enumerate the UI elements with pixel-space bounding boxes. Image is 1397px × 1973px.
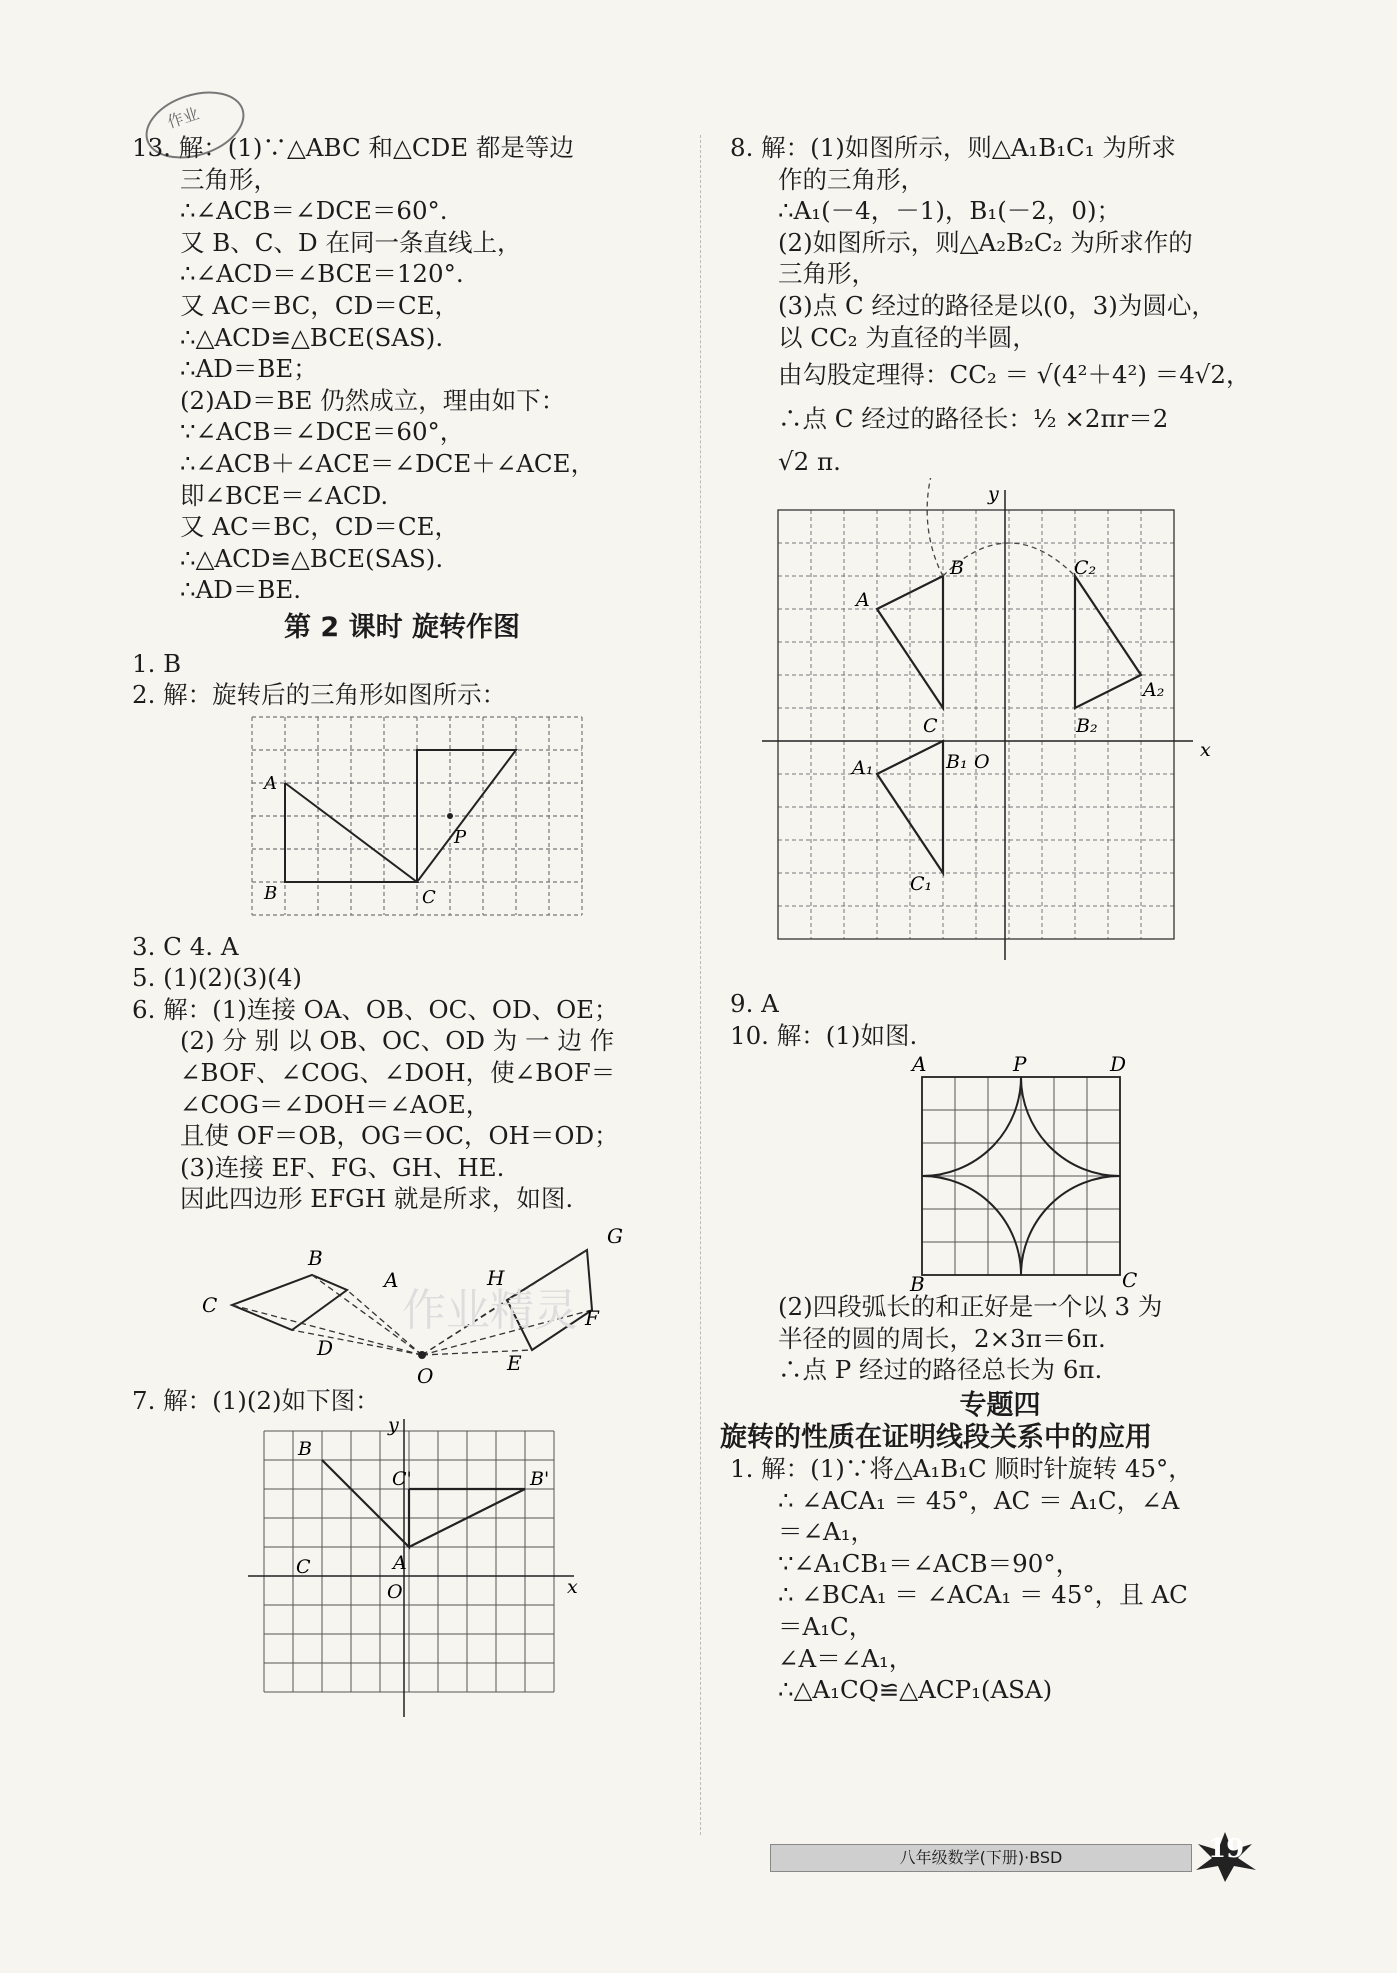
q8-line: 由勾股定理得：CC₂ ＝ √(4²＋4²) ＝4√2， <box>778 360 1251 390</box>
fig6-label-e: E <box>507 1351 522 1376</box>
figure-q2 <box>132 711 672 931</box>
answer-3-4: 3. C 4. A <box>132 931 239 961</box>
s1-line: ∴△A₁CQ≌△ACP₁(ASA) <box>778 1675 1053 1705</box>
q6-line: 6. 解：(1)连接 OA、OB、OC、OD、OE； <box>132 994 619 1024</box>
fig7-label-o: O <box>387 1580 403 1603</box>
figure-q6 <box>132 1215 672 1385</box>
q13-block <box>132 132 672 606</box>
q10b-line: 半径的圆的周长，2×3π＝6π. <box>778 1323 1106 1353</box>
stamp-text: 作业 <box>165 103 202 132</box>
fig8-label-y: y <box>988 482 999 505</box>
special-topic-subtitle: 旋转的性质在证明线段关系中的应用 <box>720 1421 1152 1453</box>
fig2-label-p: P <box>454 826 467 848</box>
fig6-label-f: F <box>585 1306 599 1331</box>
s1-line: ∵∠A₁CB₁＝∠ACB＝90°， <box>778 1548 1081 1578</box>
s1-line: 1. 解：(1)∵将△A₁B₁C 顺时针旋转 45°， <box>730 1454 1193 1484</box>
q13-line: ∴△ACD≌△BCE(SAS). <box>180 322 444 352</box>
q8-line: 8. 解：(1)如图所示，则△A₁B₁C₁ 为所求 <box>730 133 1176 162</box>
s1-line: ∠A＝∠A₁， <box>778 1643 914 1673</box>
fig7-label-y: y <box>388 1416 399 1436</box>
page-number: 19 <box>1208 1834 1245 1864</box>
fig6-label-d: D <box>317 1336 334 1361</box>
q13-line: 13. 解：(1)∵△ABC 和△CDE 都是等边 <box>132 133 574 162</box>
book-title: 八年级数学(下册)·BSD <box>770 1844 1192 1872</box>
q13-line: (2)AD＝BE 仍然成立，理由如下： <box>180 385 566 415</box>
q13-line: 又 B、C、D 在同一条直线上， <box>180 227 522 257</box>
fig8-label-c: C <box>923 714 938 737</box>
watermark: 作业精灵 <box>402 1285 578 1337</box>
answer-1: 1. B <box>132 648 182 678</box>
q6-line: 因此四边形 EFGH 就是所求，如图. <box>180 1184 574 1214</box>
q8-line: (2)如图所示，则△A₂B₂C₂ 为所求作的 <box>778 227 1193 257</box>
q6-line: ∠BOF、∠COG、∠DOH，使∠BOF＝ <box>180 1058 616 1088</box>
fig10-label-p: P <box>1013 1052 1027 1077</box>
q8-line: 三角形， <box>778 259 876 289</box>
fig7-label-c-prime: C' <box>392 1467 412 1490</box>
fig7-label-b: B <box>298 1437 312 1460</box>
fig2-label-c: C <box>422 886 436 908</box>
q6-line: 且使 OF＝OB，OG＝OC，OH＝OD； <box>180 1121 619 1151</box>
q13-line: ∴∠ACD＝∠BCE＝120°. <box>180 259 464 289</box>
fig6-label-b: B <box>308 1246 323 1271</box>
fig8-label-o: O <box>974 750 990 773</box>
s1-line: ∴ ∠ACA₁ ＝ 45°，AC ＝ A₁C，∠A <box>778 1485 1180 1515</box>
q6-line: (2) 分 别 以 OB、OC、OD 为 一 边 作 <box>180 1026 615 1056</box>
s1-line: ＝∠A₁， <box>778 1517 876 1547</box>
q8-line: 作的三角形， <box>778 164 925 194</box>
answer-2: 2. 解：旋转后的三角形如图所示： <box>132 680 507 710</box>
q13-line: 三角形， <box>180 164 278 194</box>
q13-line: 即∠BCE＝∠ACD. <box>180 480 389 510</box>
right-column <box>720 132 1270 1706</box>
fig8-label-c2: C₂ <box>1074 556 1097 579</box>
fig2-label-b: B <box>264 882 278 904</box>
left-column <box>132 132 672 1717</box>
q13-line: ∴AD＝BE. <box>180 575 302 605</box>
q13-line: ∴AD＝BE； <box>180 354 318 384</box>
fig8-label-b: B <box>950 556 964 579</box>
section-title: 第 2 课时 旋转作图 <box>284 611 520 643</box>
figure-q7 <box>132 1417 672 1717</box>
fig8-label-a: A <box>856 588 870 611</box>
q7-line: 7. 解：(1)(2)如下图： <box>132 1386 380 1416</box>
answer-10: 10. 解：(1)如图. <box>730 1020 918 1050</box>
q13-line: 又 AC＝BC，CD＝CE， <box>180 512 459 542</box>
fig8-label-a1: A₁ <box>852 756 874 779</box>
fig10-label-c: C <box>1122 1268 1138 1292</box>
figure-q10 <box>730 1051 1270 1291</box>
fig6-label-a: A <box>384 1268 399 1293</box>
fig2-label-a: A <box>264 772 277 794</box>
fig10-label-d: D <box>1110 1052 1127 1077</box>
s1-line: ∴ ∠BCA₁ ＝ ∠ACA₁ ＝ 45°，且 AC <box>778 1580 1188 1610</box>
q10b-line: ∴点 P 经过的路径总长为 6π. <box>778 1355 1103 1385</box>
special-topic-title: 专题四 <box>959 1389 1041 1421</box>
q6-line: ∠COG＝∠DOH＝∠AOE， <box>180 1089 491 1119</box>
q8-line: (3)点 C 经过的路径是以(0，3)为圆心， <box>778 290 1216 320</box>
q8-line: 以 CC₂ 为直径的半圆， <box>778 322 1037 352</box>
q8-line: ∴点 C 经过的路径长：½ ×2πr＝2 <box>778 403 1169 433</box>
q6-line: (3)连接 EF、FG、GH、HE. <box>180 1152 505 1182</box>
q8-line: ∴A₁(－4，－1)，B₁(－2，0)； <box>778 196 1122 226</box>
q10b-line: (2)四段弧长的和正好是一个以 3 为 <box>778 1292 1163 1322</box>
fig6-label-c: C <box>202 1293 218 1318</box>
q13-line: ∴△ACD≌△BCE(SAS). <box>180 543 444 573</box>
fig6-label-g: G <box>607 1224 623 1249</box>
answer-9: 9. A <box>730 988 779 1018</box>
fig10-label-a: A <box>912 1052 927 1077</box>
fig8-label-b1: B₁ <box>946 750 968 773</box>
q8-line: √2 π. <box>778 447 841 477</box>
figure-q8 <box>730 478 1270 988</box>
column-divider <box>700 135 701 1835</box>
fig6-label-h: H <box>487 1266 505 1291</box>
q13-line: ∴∠ACB＝∠DCE＝60°. <box>180 196 448 226</box>
fig8-label-b2: B₂ <box>1076 714 1098 737</box>
fig7-label-x: x <box>567 1575 578 1598</box>
page-footer <box>770 1834 1290 1874</box>
fig7-label-a: A <box>393 1551 407 1574</box>
fig8-label-c1: C₁ <box>910 872 933 895</box>
fig7-label-b-prime: B' <box>530 1467 550 1490</box>
fig8-label-a2: A₂ <box>1143 678 1165 701</box>
fig6-label-o: O <box>417 1364 434 1386</box>
q13-line: ∴∠ACB＋∠ACE＝∠DCE＋∠ACE， <box>180 448 596 478</box>
q13-line: ∵∠ACB＝∠DCE＝60°， <box>180 417 465 447</box>
fig7-label-c: C <box>296 1555 311 1578</box>
fig10-label-b: B <box>910 1272 925 1292</box>
answer-5: 5. (1)(2)(3)(4) <box>132 963 302 993</box>
fig8-label-x: x <box>1200 738 1211 761</box>
q13-line: 又 AC＝BC，CD＝CE， <box>180 290 459 320</box>
s1-line: ＝A₁C， <box>778 1612 874 1642</box>
